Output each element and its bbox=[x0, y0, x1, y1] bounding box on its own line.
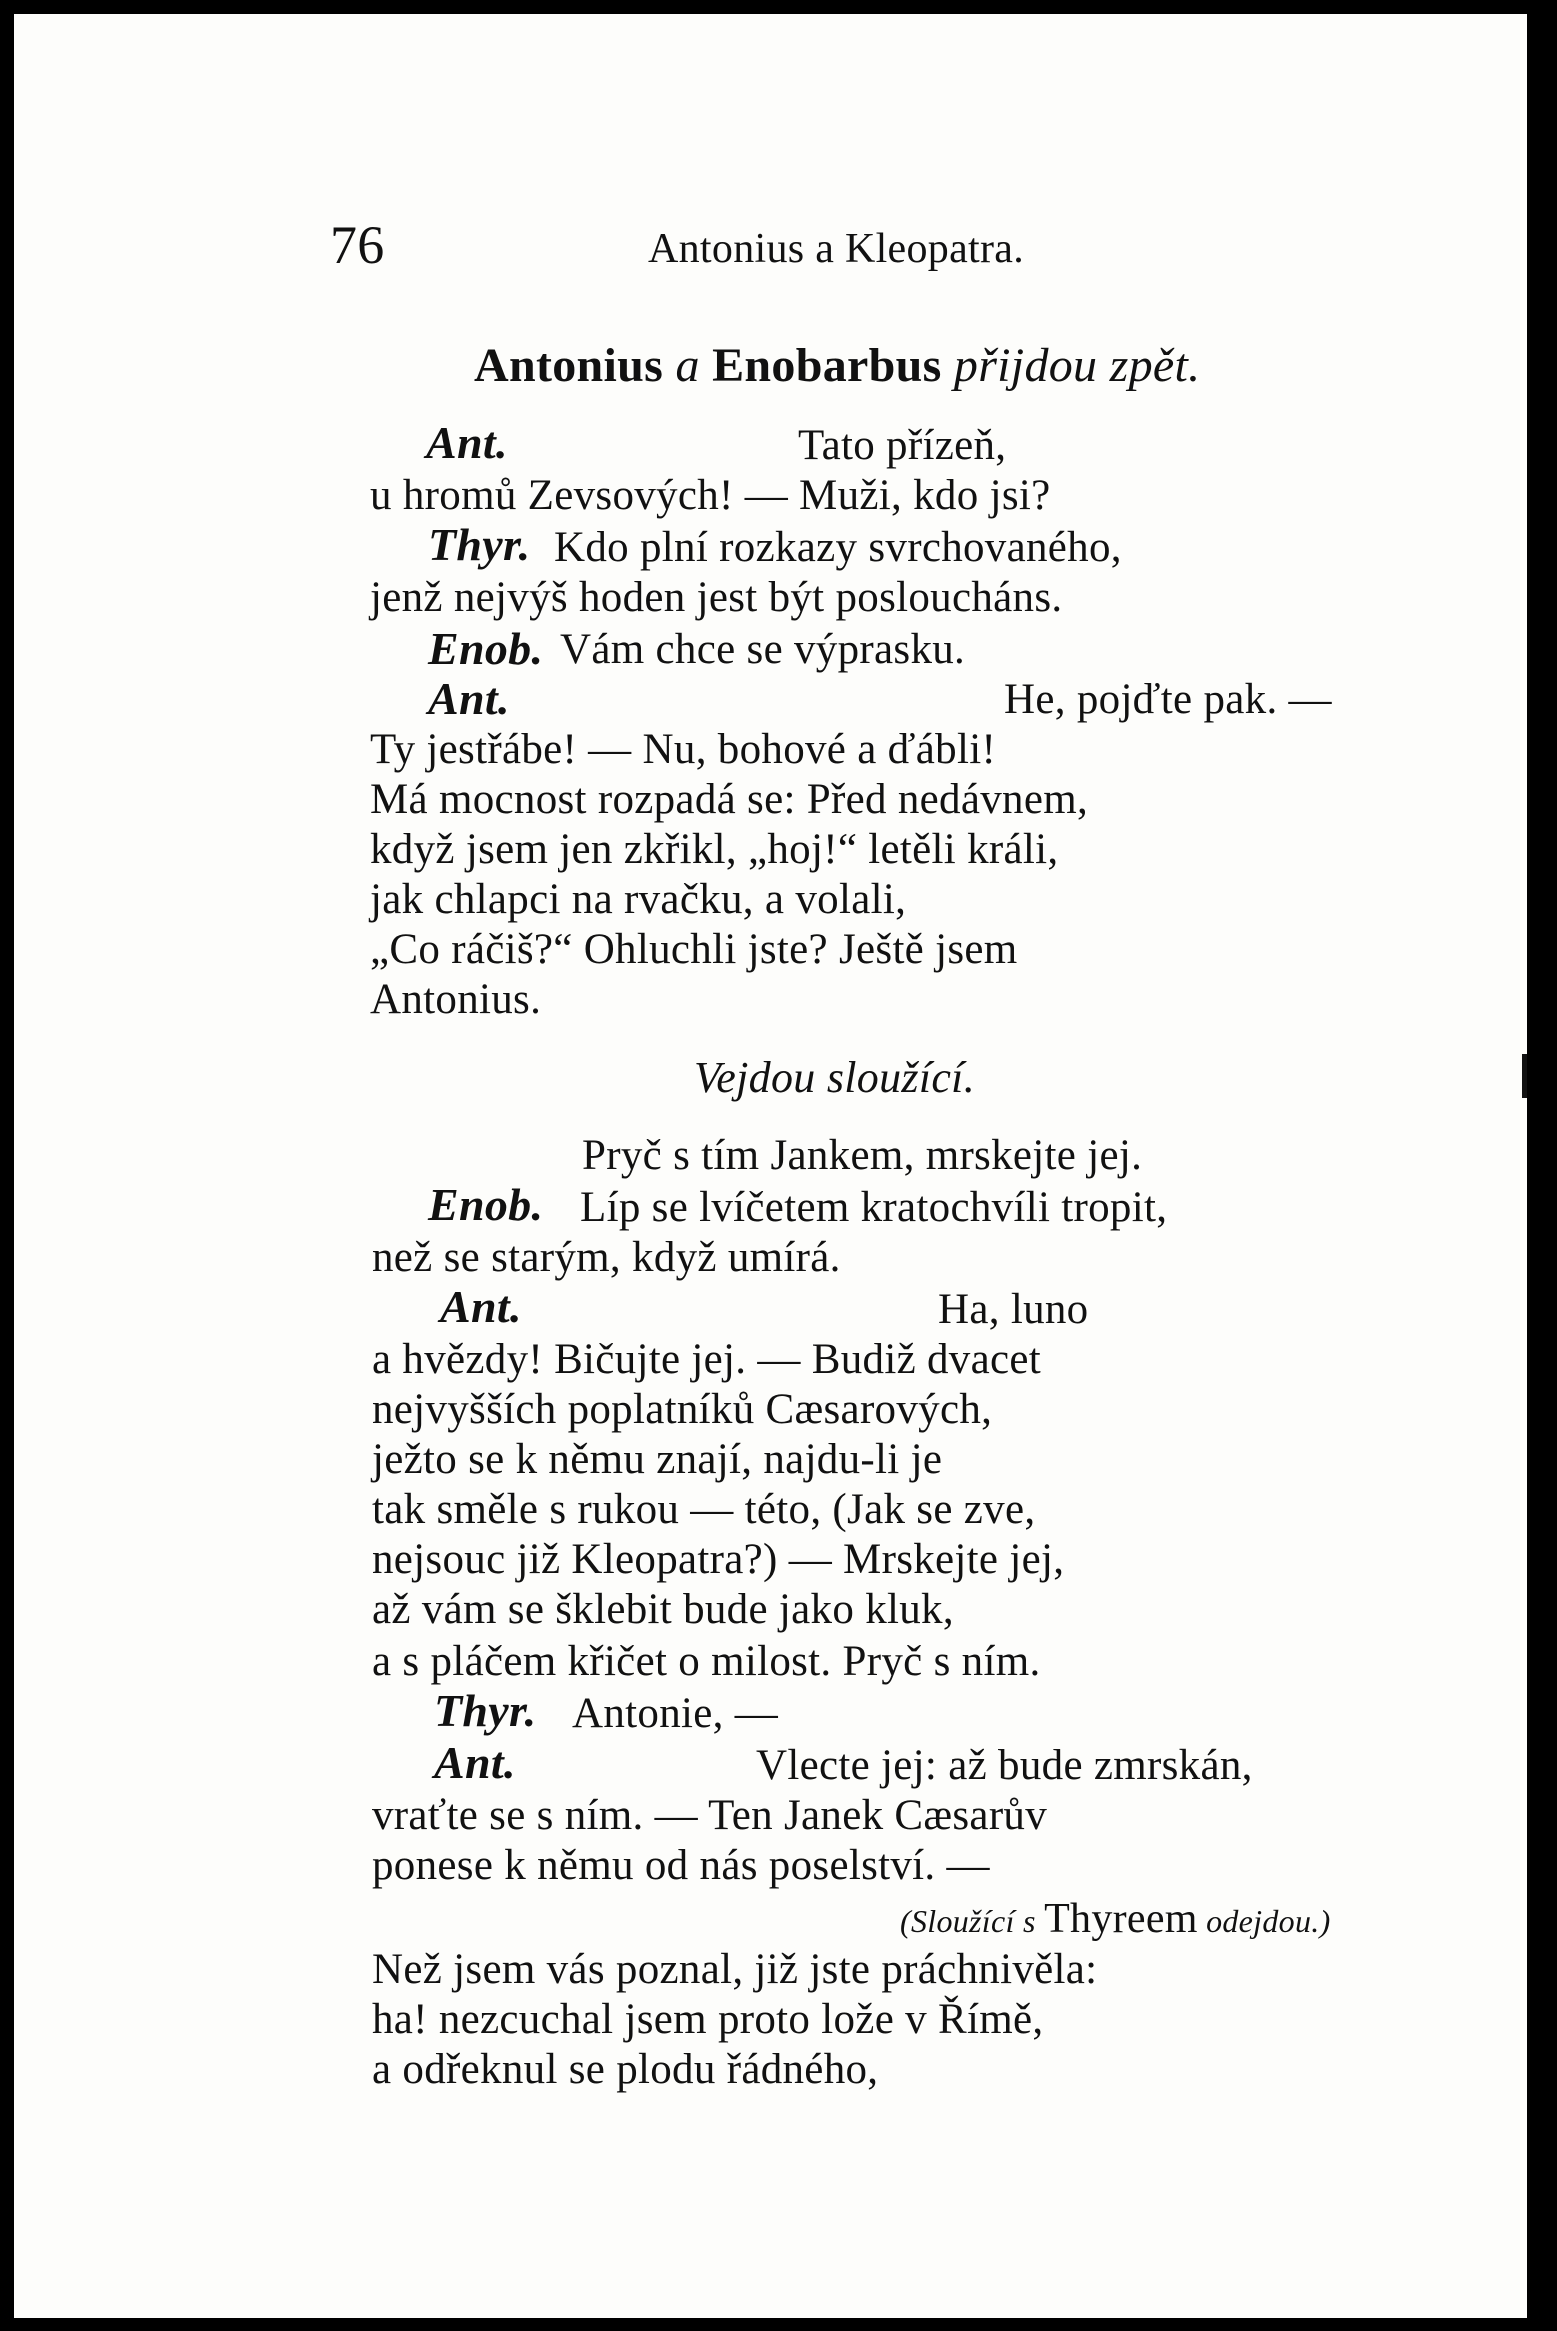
speaker-ant: Ant. bbox=[440, 1281, 522, 1332]
verse-line: ježto se k němu znají, najdu-li je bbox=[372, 1436, 943, 1483]
exit-part-2: Thyreem bbox=[1044, 1896, 1198, 1942]
speaker-ant: Ant. bbox=[434, 1737, 516, 1788]
running-title: Antonius a Kleopatra. bbox=[648, 226, 1025, 272]
verse-line: Antonius. bbox=[370, 976, 542, 1023]
speaker-ant: Ant. bbox=[426, 417, 508, 468]
verse-line: Pryč s tím Jankem, mrskejte jej. bbox=[582, 1132, 1143, 1179]
verse-line: ponese k němu od nás poselství. — bbox=[372, 1842, 990, 1889]
verse-line: Vlecte jej: až bude zmrskán, bbox=[756, 1742, 1253, 1789]
verse-line: Ty jestřábe! — Nu, bohové a ďábli! bbox=[370, 726, 997, 773]
verse-line: u hromů Zevsových! — Muži, kdo jsi? bbox=[370, 472, 1051, 519]
verse-line: Tato přízeň, bbox=[798, 422, 1007, 469]
verse-line: nejvyšších poplatníků Cæsarových, bbox=[372, 1386, 993, 1433]
verse-line: Ha, luno bbox=[938, 1286, 1089, 1333]
heading-conjunction: a bbox=[675, 339, 700, 392]
verse-line: až vám se šklebit bude jako kluk, bbox=[372, 1586, 954, 1633]
page-edge-mark bbox=[1522, 1054, 1527, 1098]
verse-line: vraťte se s ním. — Ten Janek Cæsarův bbox=[372, 1792, 1048, 1839]
exit-part-3: odejdou.) bbox=[1206, 1903, 1331, 1939]
verse-line: Má mocnost rozpadá se: Před nedávnem, bbox=[370, 776, 1088, 823]
verse-line: a s pláčem křičet o milost. Pryč s ním. bbox=[372, 1638, 1041, 1685]
stage-direction: Vejdou sloužící. bbox=[694, 1053, 976, 1102]
verse-line: tak směle s rukou — této, (Jak se zve, bbox=[372, 1486, 1036, 1533]
verse-line: když jsem jen zkřikl, „hoj!“ letěli králi, bbox=[370, 826, 1059, 873]
heading-name-enobarbus: Enobarbus bbox=[712, 339, 942, 392]
speaker-enob: Enob. bbox=[428, 1179, 544, 1230]
verse-line: Líp se lvíčetem kratochvíli tropit, bbox=[580, 1184, 1168, 1231]
verse-line: He, pojďte pak. — bbox=[1004, 676, 1332, 723]
verse-line: a odřeknul se plodu řádného, bbox=[372, 2046, 879, 2093]
heading-direction: přijdou zpět. bbox=[953, 339, 1201, 392]
verse-line: Než jsem vás poznal, již jste práchnivěla: bbox=[372, 1946, 1098, 1993]
heading-name-antonius: Antonius bbox=[474, 339, 664, 392]
verse-line: Antonie, — bbox=[572, 1690, 779, 1737]
verse-line: než se starým, když umírá. bbox=[372, 1234, 841, 1281]
verse-line: a hvězdy! Bičujte jej. — Budiž dvacet bbox=[372, 1336, 1042, 1383]
verse-line: „Co ráčiš?“ Ohluchli jste? Ještě jsem bbox=[370, 926, 1018, 973]
exit-part-1: (Sloužící s bbox=[900, 1903, 1036, 1939]
speaker-enob: Enob. bbox=[428, 623, 544, 674]
scene-heading bbox=[474, 339, 1201, 392]
verse-line: Vám chce se výprasku. bbox=[560, 626, 966, 673]
book-page bbox=[14, 14, 1527, 2318]
page-number: 76 bbox=[330, 215, 385, 275]
verse-line: ha! nezcuchal jsem proto lože v Římě, bbox=[372, 1996, 1044, 2043]
verse-line: Kdo plní rozkazy svrchovaného, bbox=[554, 524, 1122, 571]
verse-line: jak chlapci na rvačku, a volali, bbox=[370, 876, 907, 923]
verse-line: nejsouc již Kleopatra?) — Mrskejte jej, bbox=[372, 1536, 1065, 1583]
speaker-ant: Ant. bbox=[428, 673, 510, 724]
speaker-thyr: Thyr. bbox=[428, 519, 531, 570]
speaker-thyr: Thyr. bbox=[434, 1685, 537, 1736]
verse-line: jenž nejvýš hoden jest být posloucháns. bbox=[370, 574, 1063, 621]
stage-direction-exit bbox=[900, 1898, 1331, 1940]
